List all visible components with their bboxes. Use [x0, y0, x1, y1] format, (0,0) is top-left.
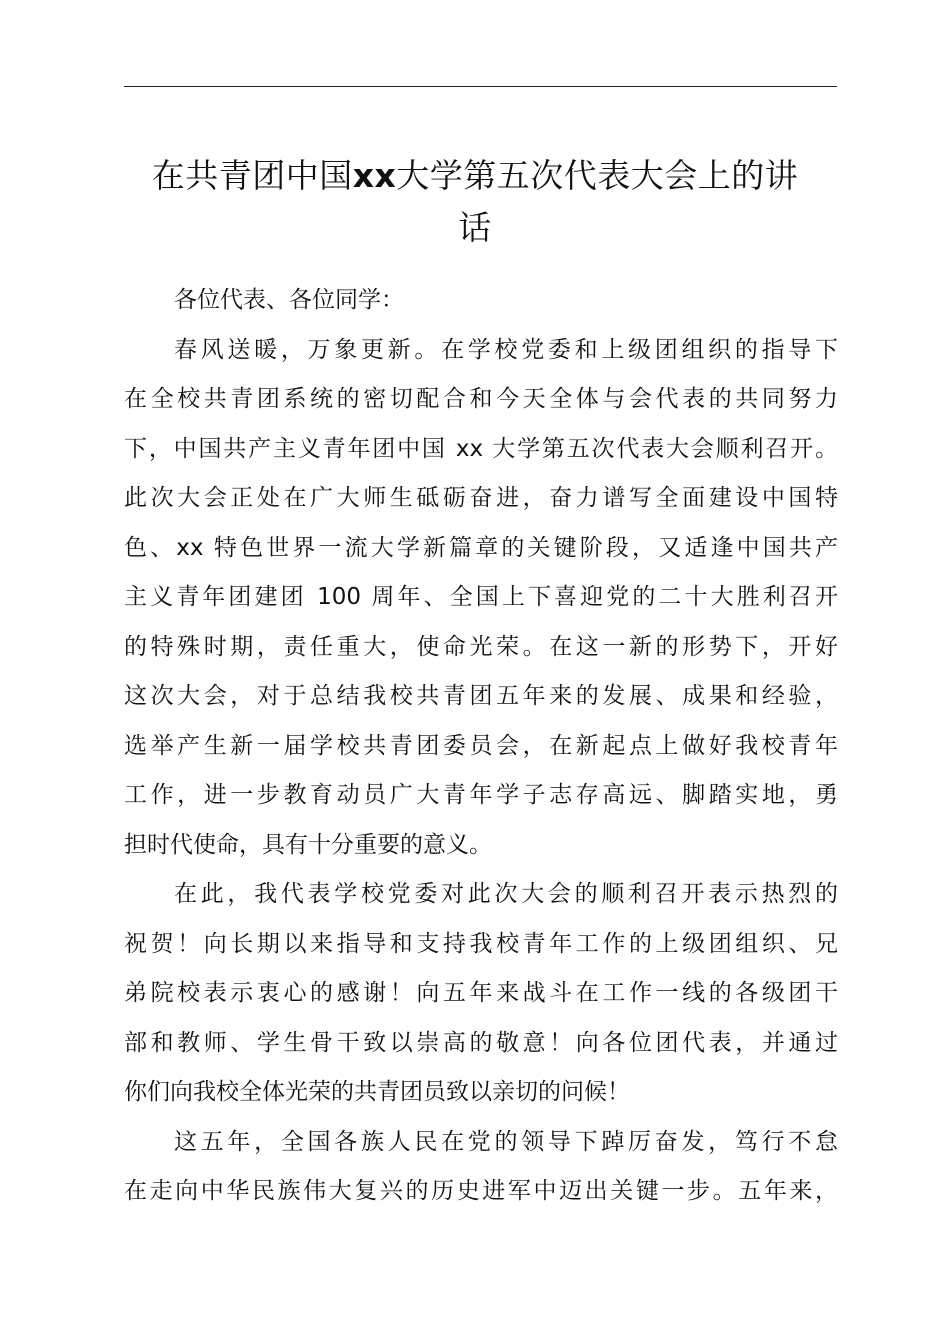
- title-text-part-1: 在共青团中国: [151, 156, 353, 195]
- document-body: [124, 276, 838, 1217]
- text-line: 春风送暖，万象更新。在学校党委和上级团组织的指导下: [174, 336, 838, 363]
- text-line: 你们向我校全体光荣的共青团员致以亲切的问候！: [124, 1079, 630, 1105]
- text-line: 的特殊时期，责任重大，使命光荣。在这一新的形势下，开好: [124, 633, 838, 660]
- text-line: 工作，进一步教育动员广大青年学子志存高远、脚踏实地，勇: [124, 782, 838, 808]
- text-line: 在此，我代表学校党委对此次大会的顺利召开表示热烈的: [174, 881, 838, 907]
- title-text-part-3: 大学第五次代表大会上的讲: [396, 156, 799, 195]
- title-text-line-2: 话: [458, 208, 492, 247]
- document-title: [110, 150, 840, 254]
- text-line: 部和教师、学生骨干致以崇高的敬意！向各位团代表，并通过: [124, 1029, 838, 1056]
- text-line: 选举产生新一届学校共青团委员会，在新起点上做好我校青年: [124, 732, 838, 759]
- text-line: 主义青年团建团 100 周年、全国上下喜迎党的二十大胜利召开: [124, 584, 838, 610]
- title-text-part-2: xx: [352, 156, 397, 195]
- text-line: 担时代使命，具有十分重要的意义。: [124, 831, 492, 858]
- text-line: 在走向中华民族伟大复兴的历史进军中迈出关键一步。五年来，: [124, 1178, 838, 1204]
- text-line: 色、xx 特色世界一流大学新篇章的关键阶段，又适逢中国共产: [124, 534, 838, 561]
- text-line: 下，中国共产主义青年团中国 xx 大学第五次代表大会顺利召开。: [124, 435, 838, 462]
- text-line: 弟院校表示衷心的感谢！向五年来战斗在工作一线的各级团干: [124, 980, 838, 1006]
- text-line: 祝贺！向长期以来指导和支持我校青年工作的上级团组织、兄: [124, 930, 838, 957]
- text-line: 这五年，全国各族人民在党的领导下踔厉奋发，笃行不怠: [174, 1128, 838, 1155]
- text-line: 此次大会正处在广大师生砥砺奋进，奋力谱写全面建设中国特: [124, 485, 838, 511]
- salutation: 各位代表、各位同学：: [174, 287, 404, 313]
- header-rule: [124, 86, 837, 87]
- text-line: 这次大会，对于总结我校共青团五年来的发展、成果和经验，: [124, 683, 838, 709]
- text-line: 在全校共青团系统的密切配合和今天全体与会代表的共同努力: [124, 386, 838, 412]
